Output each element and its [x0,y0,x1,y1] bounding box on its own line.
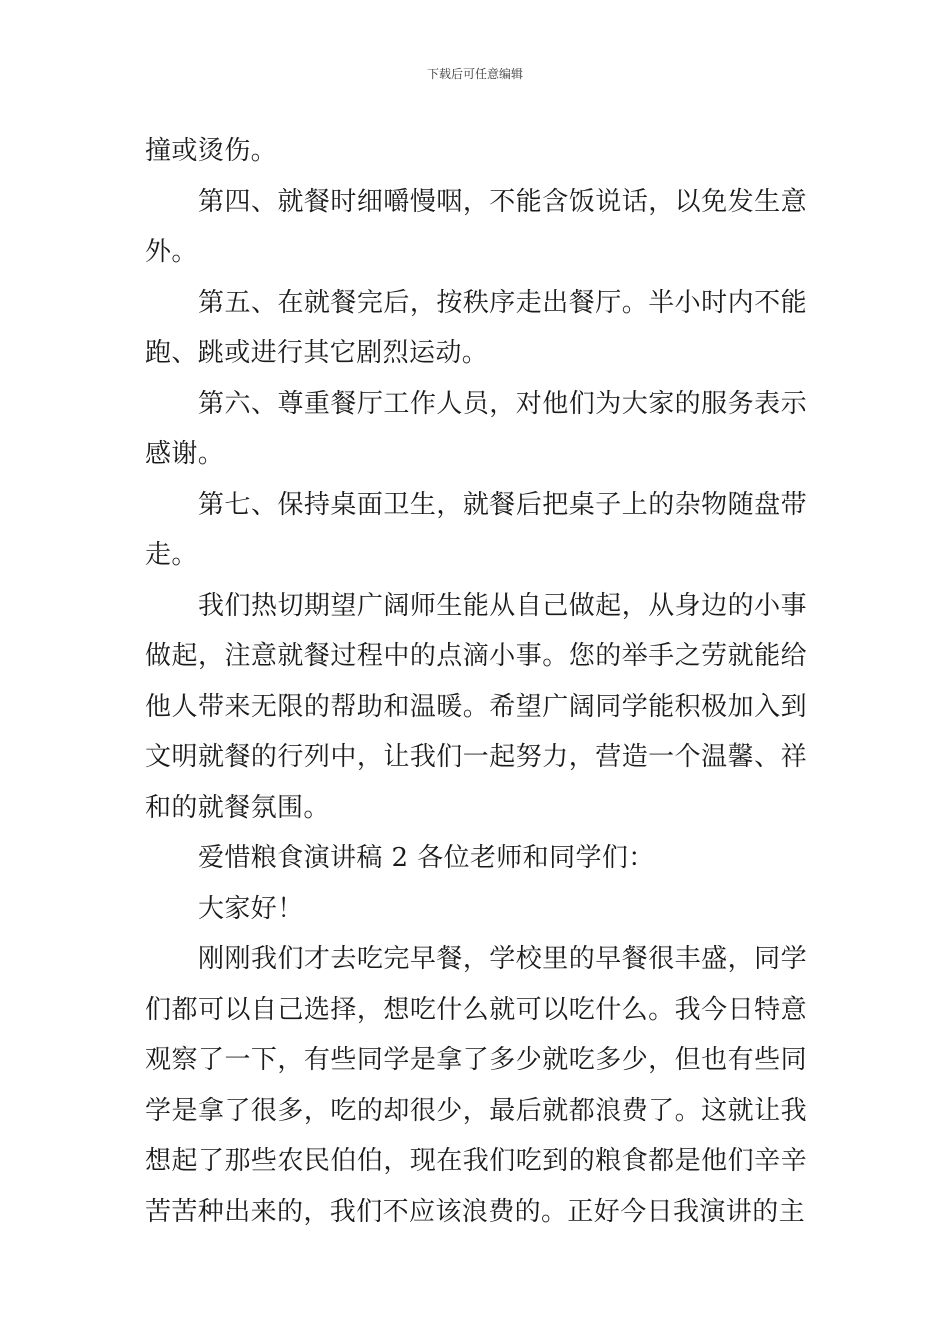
paragraph: 撞或烫伤。 [145,136,278,166]
document-body [145,126,807,1237]
paragraph: 第六、尊重餐厅工作人员，对他们为大家的服务表示感谢。 [145,388,807,469]
paragraph: 大家好！ [198,893,304,924]
paragraph: 第五、在就餐完后，按秩序走出餐厅。半小时内不能跑、跳或进行其它剧烈运动。 [145,287,807,368]
page-header: 下载后可任意编辑 [426,67,523,81]
paragraph: 第七、保持桌面卫生，就餐后把桌子上的杂物随盘带走。 [145,489,807,570]
paragraph: 刚刚我们才去吃完早餐，学校里的早餐很丰盛，同学们都可以自己选择，想吃什么就可以吃什么。我今日特意观察了一下，有些同学是拿了多少就吃多少，但也有些同学是拿了很多，吃的却很少，最后就都浪费了。这就让我想起了那些农民伯伯，现在我们吃到的粮食都是他们辛辛苦苦种出来的，我们不应该浪费的。正好今日我演讲的主 [145,944,807,1227]
paragraph: 我们热切期望广阔师生能从自己做起，从身边的小事做起，注意就餐过程中的点滴小事。您的举手之劳就能给他人带来无限的帮助和温暖。希望广阔同学能积极加入到文明就餐的行列中，让我们一起努力，营造一个温馨、祥和的就餐氛围。 [145,590,807,823]
paragraph: 爱惜粮食演讲稿 2 各位老师和同学们： [198,843,655,873]
paragraph: 第四、就餐时细嚼慢咽，不能含饭说话，以免发生意外。 [145,186,807,267]
